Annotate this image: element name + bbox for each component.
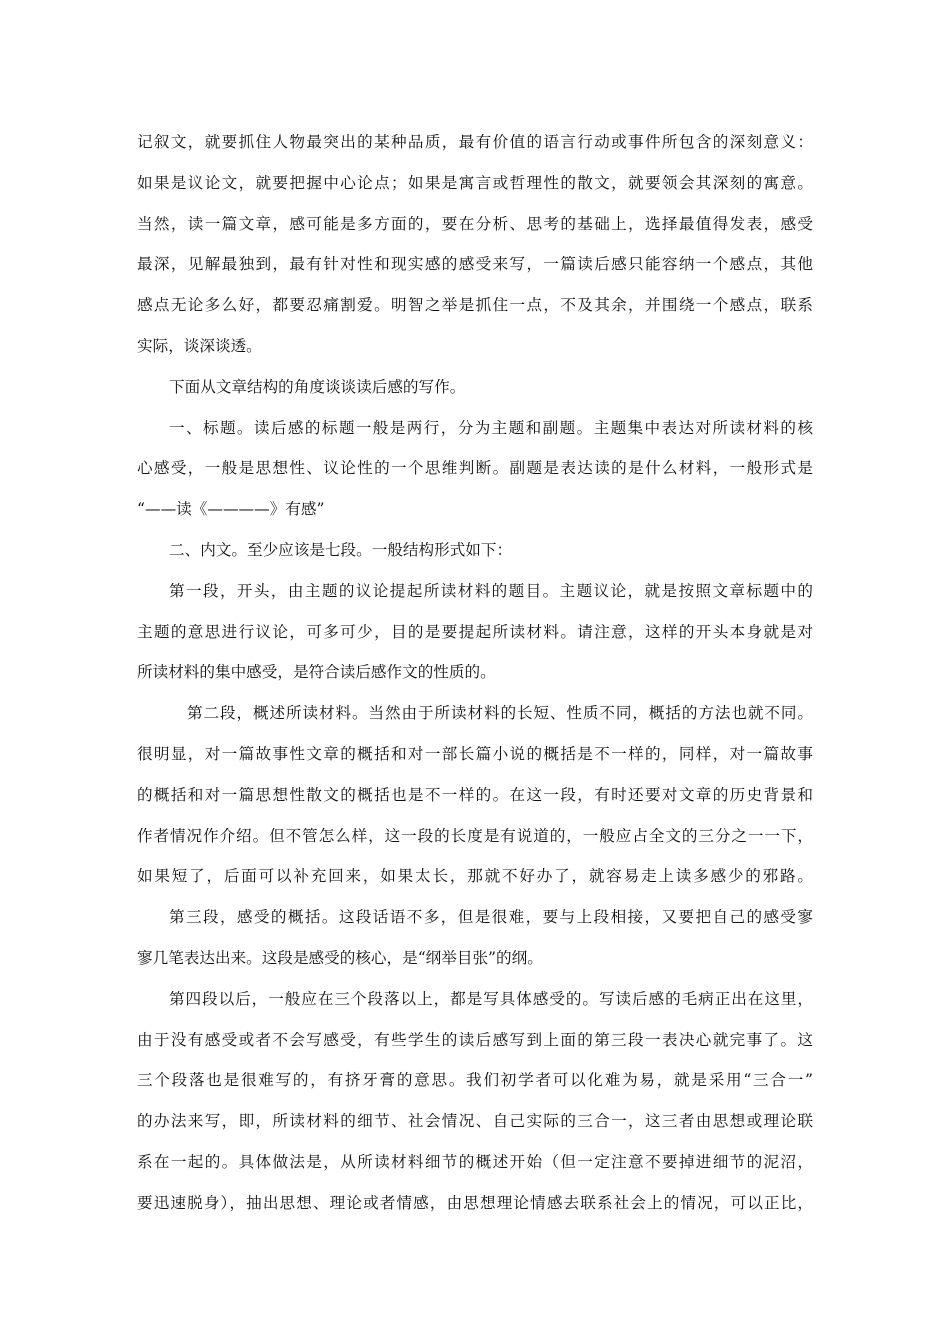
document-body xyxy=(137,122,813,1224)
text-line: 感点无论多么好，都要忍痛割爱。明智之举是抓住一点，不及其余，并围绕一个感点，联系 xyxy=(137,296,813,315)
text-line: 所读材料的集中感受，是符合读后感作文的性质的。 xyxy=(137,663,496,682)
text-line: 心感受，一般是思想性、议论性的一个思维判断。副题是表达读的是什么材料，一般形式是 xyxy=(137,459,813,478)
text-line: 实际，谈深谈透。 xyxy=(137,336,262,355)
text-line: 三个段落也是很难写的，有挤牙膏的意思。我们初学者可以化难为易，就是采用“三合一” xyxy=(137,1071,813,1090)
text-line: 要迅速脱身），抽出思想、理论或者情感，由思想理论情感去联系社会上的情况，可以正比， xyxy=(137,1193,813,1212)
text-line: 最深，见解最独到，最有针对性和现实感的感受来写，一篇读后感只能容纳一个感点，其他 xyxy=(137,255,813,274)
text-line: 记叙文，就要抓住人物最突出的某种品质，最有价值的语言行动或事件所包含的深刻意义： xyxy=(137,133,813,151)
text-line: 系在一起的。具体做法是，从所读材料细节的概述开始（但一定注意不要掉进细节的泥沼， xyxy=(137,1152,813,1171)
text-line: 第四段以后，一般应在三个段落以上，都是写具体感受的。写读后感的毛病正出在这里， xyxy=(169,989,813,1008)
text-line: 寥几笔表达出来。这段是感受的核心，是“纲举目张”的纲。 xyxy=(137,948,543,967)
text-line: 作者情况作介绍。但不管怎么样，这一段的长度是有说道的，一般应占全文的三分之一一下， xyxy=(137,826,813,845)
text-line: 第三段，感受的概括。这段话语不多，但是很难，要与上段相接，又要把自己的感受寥 xyxy=(169,908,813,927)
text-line: 由于没有感受或者不会写感受，有些学生的读后感写到上面的第三段一表决心就完事了。这 xyxy=(137,1030,813,1049)
text-line: 的办法来写，即，所读材料的细节、社会情况、自己实际的三合一，这三者由思想或理论联 xyxy=(137,1112,813,1131)
text-line: 很明显，对一篇故事性文章的概括和对一部长篇小说的概括是不一样的，同样，对一篇故事 xyxy=(137,744,813,763)
text-line: 如果是议论文，就要把握中心论点；如果是寓言或哲理性的散文，就要领会其深刻的寓意。 xyxy=(137,173,813,192)
text-line: 下面从文章结构的角度谈谈读后感的写作。 xyxy=(169,377,466,396)
text-line: 的概括和对一篇思想性散文的概括也是不一样的。在这一段，有时还要对文章的历史背景和 xyxy=(137,785,813,804)
text-line: “——读《————》有感” xyxy=(137,500,325,519)
text-line: 一、标题。读后感的标题一般是两行，分为主题和副题。主题集中表达对所读材料的核 xyxy=(169,418,813,437)
text-line: 二、内文。至少应该是七段。一般结构形式如下： xyxy=(169,540,513,559)
text-line: 第一段，开头，由主题的议论提起所读材料的题目。主题议论，就是按照文章标题中的 xyxy=(169,581,813,600)
text-line: 如果短了，后面可以补充回来，如果太长，那就不好办了，就容易走上读多感少的邪路。 xyxy=(137,867,813,886)
text-line: 第二段，概述所读材料。当然由于所读材料的长短、性质不同，概括的方法也就不同。 xyxy=(187,704,813,723)
text-line: 主题的意思进行议论，可多可少，目的是要提起所读材料。请注意，这样的开头本身就是对 xyxy=(137,622,813,641)
text-line: 当然，读一篇文章，感可能是多方面的，要在分析、思考的基础上，选择最值得发表，感受 xyxy=(137,214,813,233)
